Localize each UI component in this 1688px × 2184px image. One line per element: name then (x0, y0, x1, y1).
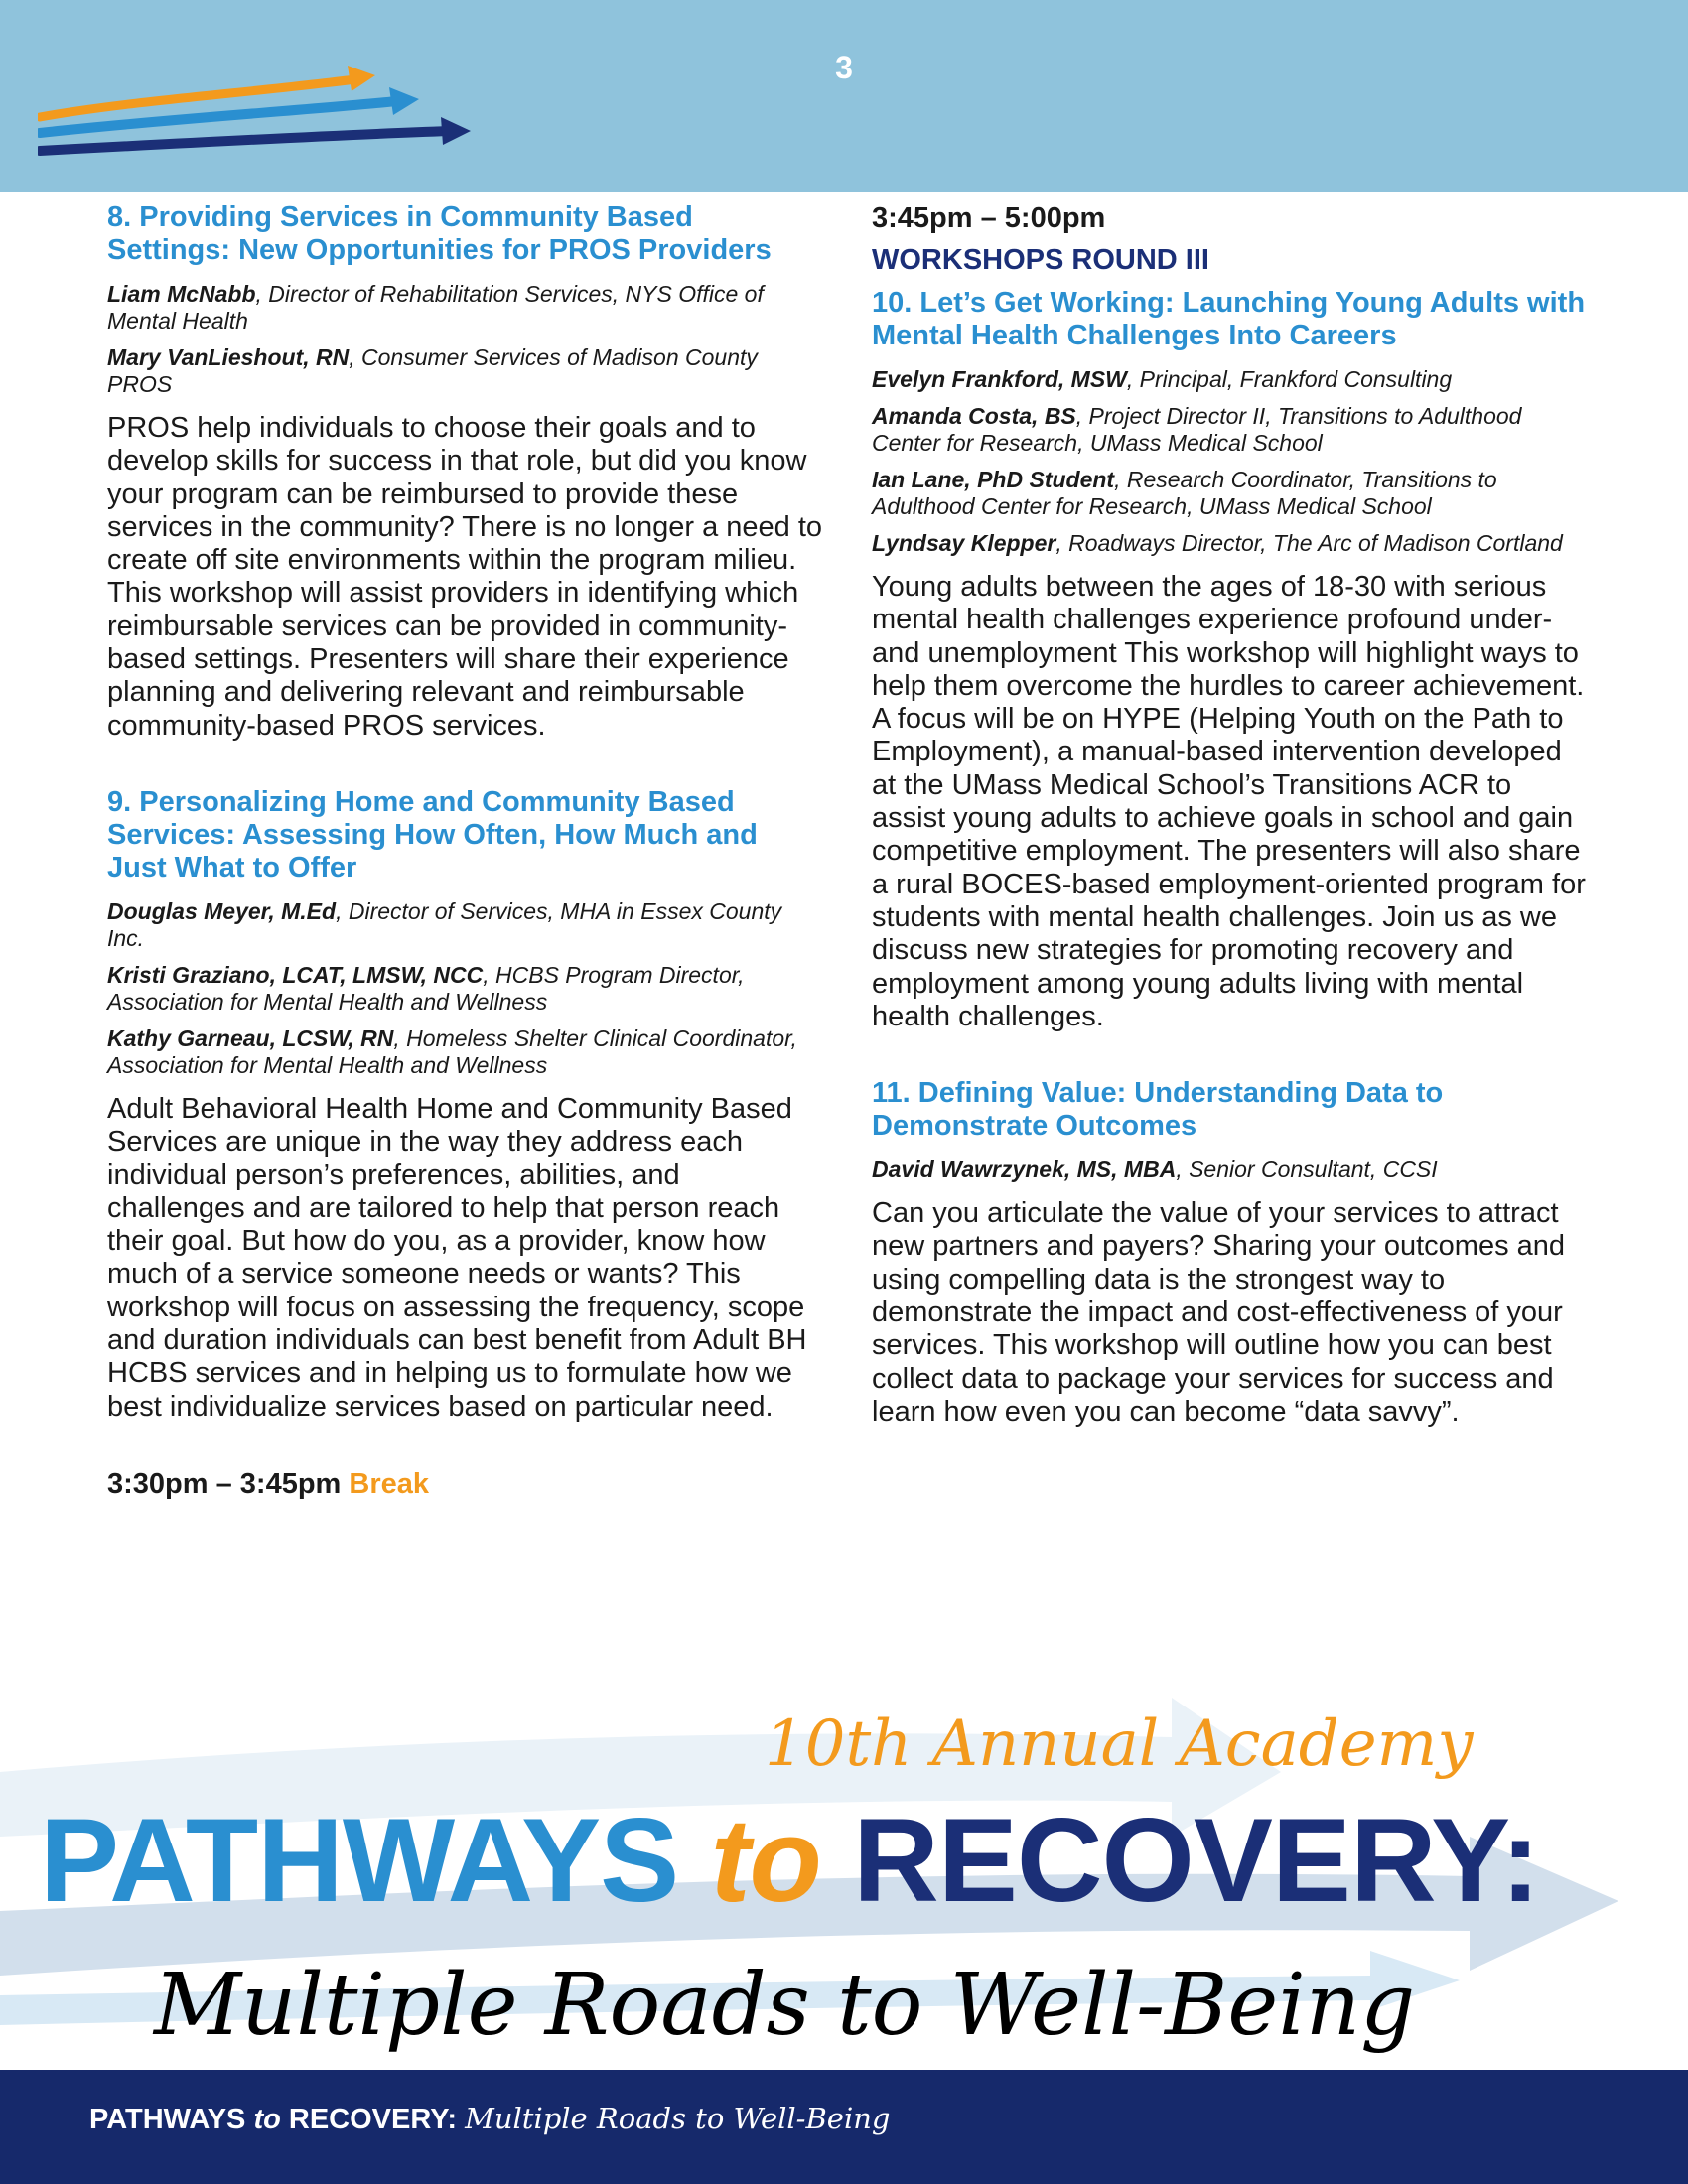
workshop-10-title: 10. Let’s Get Working: Launching Young Adults with Mental Health Challenges Into Careers (872, 287, 1586, 351)
arrows-logo (38, 62, 475, 171)
workshop-8-presenter: Mary VanLieshout, RN, Consumer Services of Madison County PROS (107, 344, 758, 397)
banner-title-pathways: PATHWAYS (40, 1794, 679, 1927)
workshop-11-title: 11. Defining Value: Understanding Data to Demonstrate Outcomes (872, 1077, 1444, 1143)
page-number: 3 (835, 50, 853, 85)
workshop-9-presenter: Kristi Graziano, LCAT, LMSW, NCC, HCBS Program Director, Association for Mental Health and Wellness (107, 961, 745, 1015)
banner-title-to: to (710, 1794, 821, 1927)
workshop-10-presenter: Amanda Costa, BS, Project Director II, Transitions to Adulthood Center for Research, UMass Medical School (872, 403, 1522, 456)
workshop-9-description: Adult Behavioral Health Home and Community Based Services are unique in the way they address each individual person’s preferences, abilities, and challenges and are tailored to help that person reach their goal. But how do you, as a provider, know how much of a service someone needs or wants? This workshop will focus on assessing the frequency, scope and duration individuals can best benefit from Adult BH HCBS services and in helping us to formulate how we best individualize services based on particular need. (107, 1092, 807, 1423)
break-line (107, 1467, 822, 1501)
workshop-11-presenter: David Wawrzynek, MS, MBA, Senior Consultant, CCSI (872, 1157, 1438, 1183)
workshop-9-presenter: Douglas Meyer, M.Ed, Director of Services, MHA in Essex County Inc. (107, 897, 782, 951)
workshops-round-label: WORKSHOPS ROUND III (872, 244, 1209, 276)
workshop-8-presenter: Liam McNabb, Director of Rehabilitation Services, NYS Office of Mental Health (107, 281, 764, 334)
workshop-9-title: 9. Personalizing Home and Community Based Services: Assessing How Often, How Much and Just What to Offer (107, 785, 758, 884)
left-column (107, 202, 822, 1501)
banner-subtitle: Multiple Roads to Well-Being (154, 1956, 1416, 2055)
workshop-10-presenter: Ian Lane, PhD Student, Research Coordinator, Transitions to Adulthood Center for Research, UMass Medical School (872, 467, 1497, 519)
right-column (872, 202, 1592, 1429)
academy-label: 10th Annual Academy (765, 1707, 1474, 1781)
footer-text (89, 2102, 890, 2136)
workshop-11-description: Can you articulate the value of your services to attract new partners and payers? Sharing your outcomes and using compelling data is the strongest way to demonstrate the impact and cost-effectiveness of your services. This workshop will outline how you can best collect data to package your services for success and learn how even you can become “data savvy”. (872, 1197, 1566, 1428)
footer-pathways: PATHWAYS (89, 2104, 246, 2135)
workshop-8-description: PROS help individuals to choose their goals and to develop skills for success in that role, but did you know your program can be reimbursed to provide these services in the community? There is no longer a need to create off site environments within the program milieu. This workshop will assist providers in identifying which reimbursable services can be provided in community-based settings. Presenters will share their experience planning and delivering relevant and reimbursable community-based PROS services. (107, 412, 823, 742)
workshop-10-description: Young adults between the ages of 18-30 with serious mental health challenges experience profound under-and unemployment This workshop will highlight ways to help them overcome the hurdles to career achievement. A focus will be on HYPE (Helping Youth on the Path to Employment), a manual-based intervention developed at the UMass Medical School’s Transitions ACR to assist young adults to achieve goals in school and gain competitive employment. The presenters will also share a rural BOCES-based employment-oriented program for students with mental health challenges. Join us as we discuss new strategies for promoting recovery and employment among young adults living with mental health challenges. (872, 571, 1586, 1032)
workshop-8-title: 8. Providing Services in Community Based Settings: New Opportunities for PROS Providers (107, 202, 772, 266)
workshop-10-presenter: Lyndsay Klepper, Roadways Director, The Arc of Madison Cortland (872, 530, 1563, 556)
banner-title (40, 1792, 1539, 1929)
break-time: 3:30pm – 3:45pm (107, 1467, 342, 1500)
workshop-9-presenter: Kathy Garneau, LCSW, RN, Homeless Shelter Clinical Coordinator, Association for Mental Health and Wellness (107, 1024, 797, 1078)
break-label: Break (349, 1467, 430, 1500)
footer-subtitle: Multiple Roads to Well-Being (465, 2102, 891, 2135)
session-time: 3:45pm – 5:00pm (872, 203, 1106, 234)
workshop-10-presenter: Evelyn Frankford, MSW, Principal, Frankford Consulting (872, 366, 1453, 392)
footer-to: to (253, 2104, 281, 2135)
footer-recovery: RECOVERY: (288, 2104, 458, 2135)
banner-title-recovery: RECOVERY: (853, 1794, 1540, 1927)
